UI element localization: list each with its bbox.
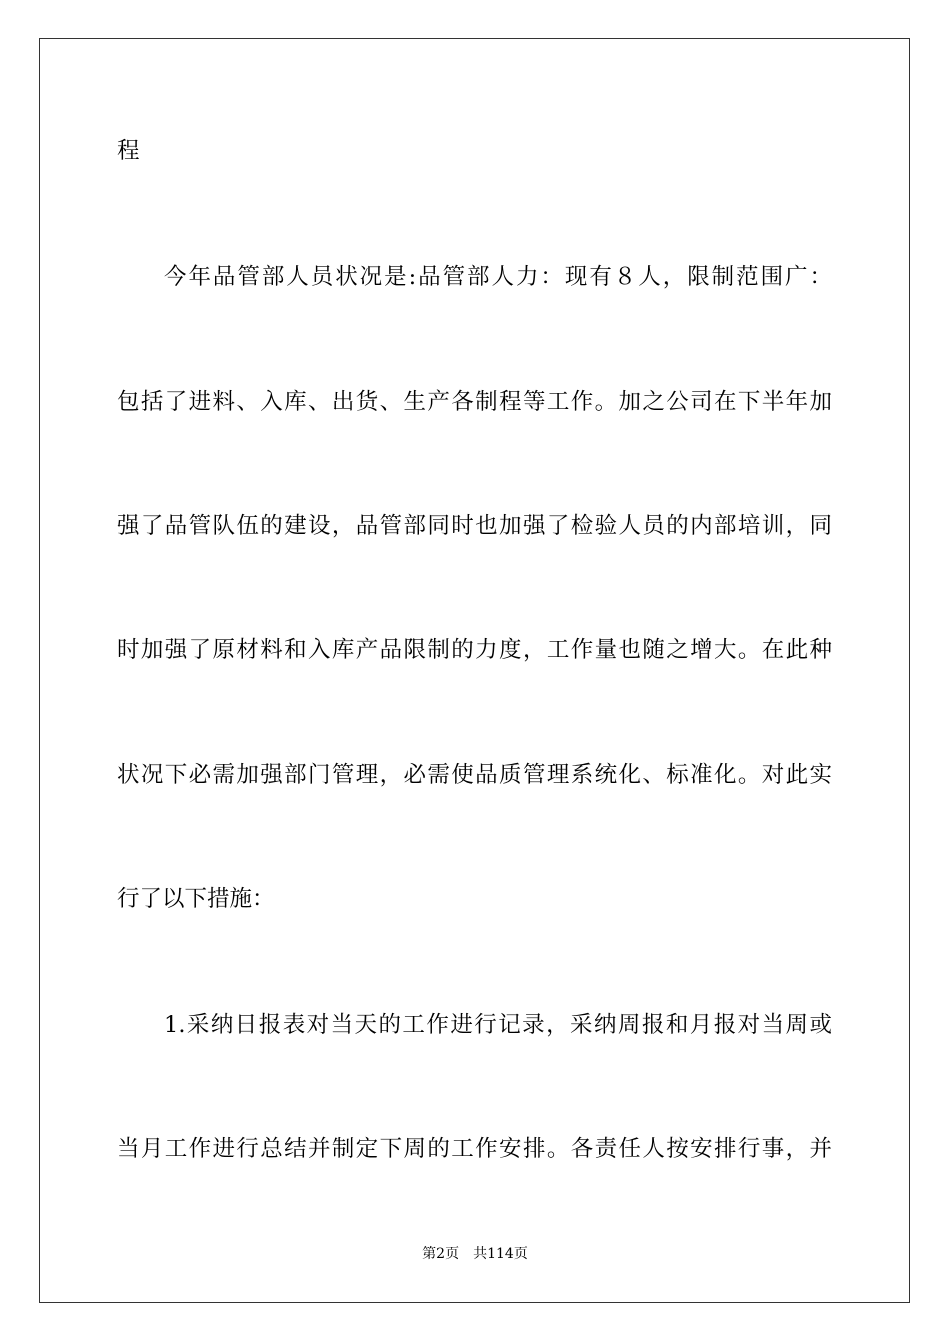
page-number: 第2页 — [422, 1246, 460, 1262]
text-line-6: 状况下必需加强部门管理，必需使品质管理系统化、标准化。对此实 — [117, 762, 832, 788]
text-line-2: 今年品管部人员状况是:品管部人力：现有８人，限制范围广： — [164, 264, 832, 290]
page-footer — [0, 1244, 950, 1264]
text-line-9: 当月工作进行总结并制定下周的工作安排。各责任人按安排行事，并 — [117, 1136, 832, 1162]
text-line-3: 包括了进料、入库、出货、生产各制程等工作。加之公司在下半年加 — [117, 389, 832, 415]
page-border — [39, 38, 910, 1303]
text-line-8: 1.采纳日报表对当天的工作进行记录，采纳周报和月报对当周或 — [164, 1012, 832, 1038]
text-line-1: 程 — [117, 138, 140, 164]
text-line-4: 强了品管队伍的建设，品管部同时也加强了检验人员的内部培训，同 — [117, 513, 832, 539]
text-line-7: 行了以下措施： — [117, 886, 275, 912]
page-total: 共114页 — [473, 1246, 528, 1262]
text-line-5: 时加强了原材料和入库产品限制的力度，工作量也随之增大。在此种 — [117, 637, 832, 663]
